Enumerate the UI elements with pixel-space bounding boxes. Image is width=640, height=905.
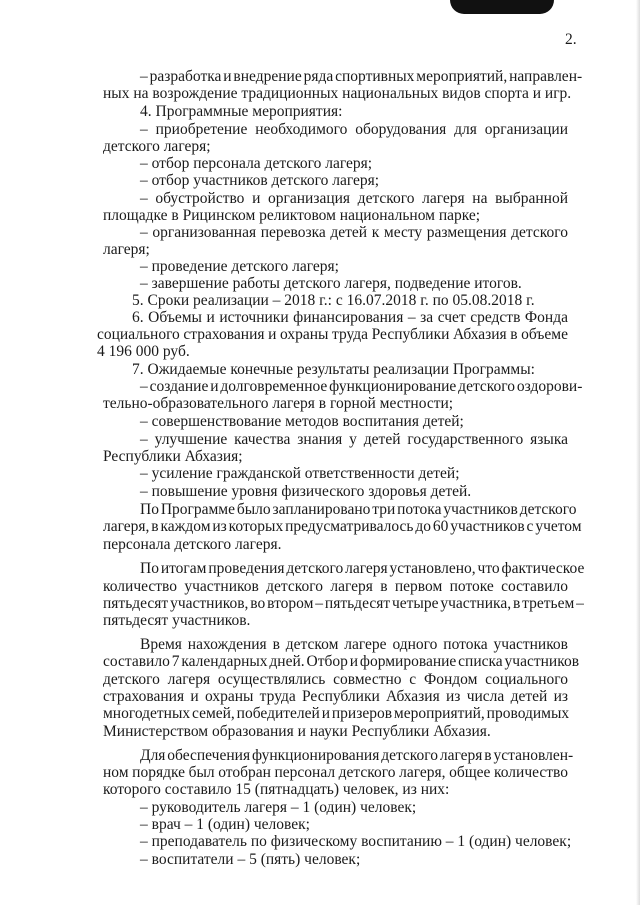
text-line: Республики Абхазия;	[103, 448, 243, 465]
paragraph-line: количество участников детского лагеря в первом потоке составило	[103, 578, 568, 595]
text-line: – отбор персонала детского лагеря;	[140, 155, 373, 172]
list-item: – руководитель лагеря – 1 (один) человек;	[140, 799, 417, 816]
text-line: площадке в Рицинском реликтовом национальном парке;	[103, 207, 481, 224]
paragraph-line: которого составило 15 (пятнадцать) человек, из них:	[103, 781, 450, 798]
list-item: – преподаватель по физическому воспитанию – 1 (один) человек;	[140, 833, 572, 850]
paragraph-line: ном порядке был отобран персонал детского лагеря, общее количество	[103, 764, 568, 781]
text-line: – обустройство и организация детского лагеря на выбранной	[140, 190, 568, 207]
page-edge-shadow	[636, 0, 640, 905]
text-line: – разработка и внедрение ряда спортивных мероприятий, направлен-	[140, 68, 583, 85]
paragraph-line: По Программе было запланировано три потока участников детского	[140, 501, 577, 518]
paragraph-line: многодетных семей, победителей и призеров мероприятий, проводимых	[103, 705, 570, 722]
text-line: – создание и долговременное функционирование детского оздорови-	[140, 378, 583, 395]
text-line: – завершение работы детского лагеря, подведение итогов.	[140, 275, 522, 292]
text-line: ных на возрождение традиционных национальных видов спорта и игр.	[103, 85, 572, 102]
text-line: лагеря;	[103, 241, 150, 258]
text-line: – приобретение необходимого оборудования для организации	[140, 121, 568, 138]
section-heading: 7. Ожидаемые конечные результаты реализации Программы:	[132, 361, 535, 378]
text-line: – улучшение качества знания у детей государственного языка	[140, 431, 568, 448]
paragraph-line: пятьдесят участников, во втором – пятьдесят четыре участника, в третьем –	[103, 595, 584, 612]
paragraph-line: пятьдесят участников.	[103, 612, 251, 629]
text-line: – организованная перевозка детей к месту размещения детского	[140, 224, 568, 241]
text-line: – совершенствование методов воспитания детей;	[140, 413, 464, 430]
text-line: социального страхования и охраны труда Республики Абхазия в объеме	[97, 326, 568, 343]
text-line: – повышение уровня физического здоровья детей.	[140, 483, 472, 500]
paragraph-line: лагеря, в каждом из которых предусматривалось до 60 участников с учетом	[103, 518, 582, 535]
text-line: – усиление гражданской ответственности детей;	[140, 465, 460, 482]
list-item: – врач – 1 (один) человек;	[140, 816, 310, 833]
paragraph-line: страхования и охраны труда Республики Абхазия из числа детей из	[103, 688, 568, 705]
page-number: 2.	[565, 31, 577, 48]
scan-artifact	[450, 0, 554, 14]
section-heading: 4. Программные мероприятия:	[140, 103, 343, 120]
paragraph-line: составило 7 календарных дней. Отбор и формирование списка участников	[103, 653, 580, 670]
section-heading: 5. Сроки реализации – 2018 г.: с 16.07.2018 г. по 05.08.2018 г.	[132, 292, 535, 309]
paragraph-line: По итогам проведения детского лагеря установлено, что фактическое	[140, 560, 585, 577]
paragraph-line: персонала детского лагеря.	[103, 536, 282, 553]
text-line: детского лагеря;	[103, 138, 211, 155]
text-line: – отбор участников детского лагеря;	[140, 172, 380, 189]
text-line: 4 196 000 руб.	[97, 343, 190, 360]
section-heading: 6. Объемы и источники финансирования – за счет средств Фонда	[132, 309, 568, 326]
text-line: тельно-образовательного лагеря в горной местности;	[103, 395, 454, 412]
paragraph-line: детского лагеря осуществлялись совместно с Фондом социального	[103, 671, 568, 688]
list-item: – воспитатели – 5 (пять) человек;	[140, 851, 361, 868]
paragraph-line: Министерством образования и науки Республики Абхазия.	[103, 723, 491, 740]
paragraph-line: Время нахождения в детском лагере одного потока участников	[140, 636, 568, 653]
paragraph-line: Для обеспечения функционирования детского лагеря в установлен-	[140, 747, 574, 764]
text-line: – проведение детского лагеря;	[140, 258, 339, 275]
